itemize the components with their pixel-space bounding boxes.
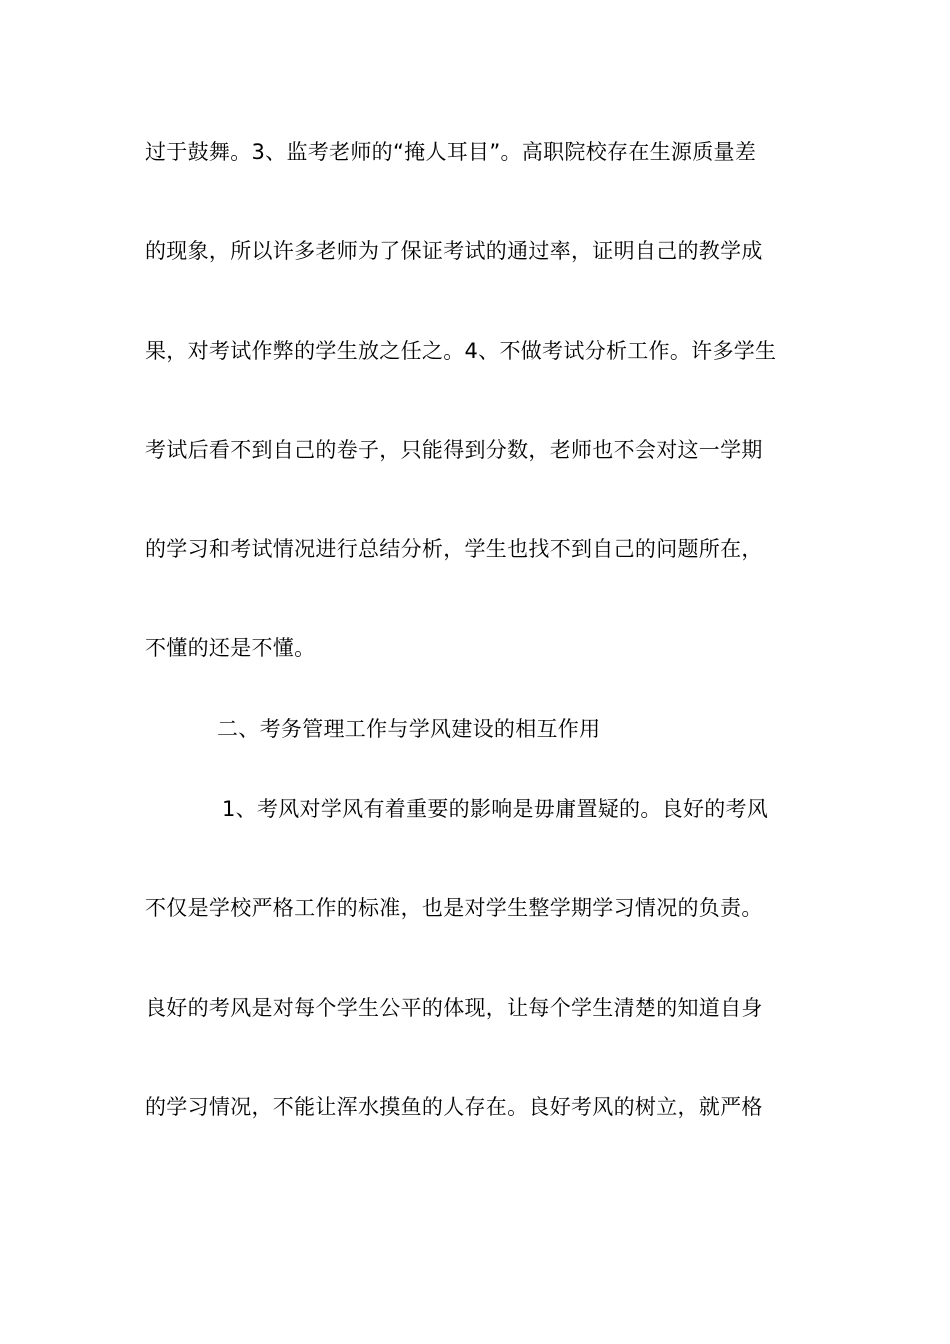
text-line: 的学习和考试情况进行总结分析，学生也找不到自己的问题所在， [145,537,763,561]
text-line: 的现象，所以许多老师为了保证考试的通过率，证明自己的教学成 [145,239,763,263]
text-line: 良好的考风是对每个学生公平的体现，让每个学生清楚的知道自身 [145,996,763,1020]
paragraph-first-line: 1、考风对学风有着重要的影响是毋庸置疑的。良好的考风 [222,797,769,821]
section-heading: 二、考务管理工作与学风建设的相互作用 [217,717,601,741]
text-line: 考试后看不到自己的卷子，只能得到分数，老师也不会对这一学期 [145,438,763,462]
text-line: 不仅是学校严格工作的标准，也是对学生整学期学习情况的负责。 [145,896,763,920]
text-line: 不懂的还是不懂。 [145,636,316,660]
text-line: 果，对考试作弊的学生放之任之。4、不做考试分析工作。许多学生 [145,339,777,363]
text-line: 过于鼓舞。3、监考老师的“掩人耳目”。高职院校存在生源质量差 [145,140,757,164]
text-line: 的学习情况，不能让浑水摸鱼的人存在。良好考风的树立，就严格 [145,1095,763,1119]
